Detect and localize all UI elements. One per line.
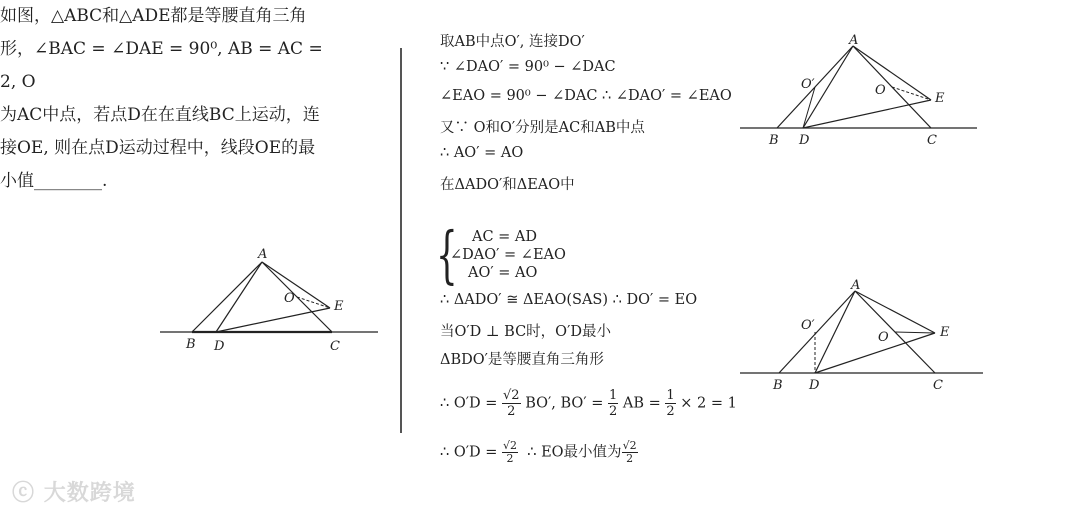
problem-figure [150, 240, 390, 360]
label-e: E [334, 299, 344, 314]
result-fraction: $\frac{√2}{2}$ [503, 439, 518, 465]
segment-oe [895, 332, 935, 333]
result-fraction-2: $\frac{√2}{2}$ [622, 439, 637, 465]
label-d: D [214, 339, 225, 354]
solution-line-2: ∵ ∠DAO′ = 90⁰ − ∠DAC [440, 59, 616, 75]
problem-line-1: 如图，△ABC和△ADE都是等腰直角三角 [0, 6, 307, 26]
segment-de [815, 333, 935, 373]
label-b: B [773, 378, 783, 393]
label-d: D [809, 378, 820, 393]
solution-line-1: 取AB中点O′, 连接DO′ [440, 34, 585, 50]
congruence-line: ∴ ΔADO′ ≅ ΔEAO(SAS) ∴ DO′ = EO [440, 292, 698, 308]
solution-line-5: ∴ AO′ = AO [440, 145, 524, 161]
segment-de [803, 100, 931, 128]
segment-ad [815, 291, 855, 373]
watermark-logo [12, 476, 136, 507]
system-line-1: AC = AD [472, 229, 538, 245]
label-d: D [799, 133, 810, 148]
calculation-line: ∴ O′D = $\frac{√2}{2}$ BO′, BO′ = $\frac{1}{2}$ AB = $\frac{1}{2}$ × 2 = 1 [440, 388, 737, 419]
label-e: E [940, 325, 950, 340]
segment-ad [216, 262, 262, 332]
label-o-prime: O′ [801, 77, 815, 92]
label-c: C [927, 133, 937, 148]
fraction-one-half: $\frac{1}{2}$ [608, 388, 618, 419]
watermark-icon: ⓒ [12, 481, 36, 506]
solution-line-4: 又∵ O和O′分别是AC和AB中点 [440, 120, 645, 136]
segment-ab [779, 291, 855, 373]
solution-line-3: ∠EAO = 90⁰ − ∠DAC ∴ ∠DAO′ = ∠EAO [440, 88, 732, 104]
label-b: B [186, 337, 196, 352]
system-brace: { [436, 218, 458, 291]
solution-figure-top [735, 30, 985, 155]
watermark-text: 大数跨境 [43, 481, 136, 506]
label-e: E [935, 91, 945, 106]
label-b: B [769, 133, 779, 148]
label-c: C [330, 339, 340, 354]
segment-de [216, 308, 330, 332]
label-a: A [849, 33, 859, 48]
solution-line-6: 在ΔADO′和ΔEAO中 [440, 177, 575, 193]
solution-figure-bottom [735, 275, 990, 400]
label-o: O [875, 83, 886, 98]
segment-ae [853, 46, 931, 100]
fraction-one-half-2: $\frac{1}{2}$ [666, 388, 675, 419]
problem-line-2: 形，∠BAC = ∠DAE = 90⁰, AB = AC = 2, O [0, 39, 323, 92]
system-line-2: ∠DAO′ = ∠EAO [450, 247, 566, 263]
problem-line-3: 为AC中点，若点D在在直线BC上运动，连 [0, 105, 320, 125]
column-divider [400, 48, 402, 433]
result-line: ∴ O′D = $\frac{√2}{2}$ ∴ EO最小值为 $\frac{√2}{2}$ [440, 439, 637, 465]
segment-ae [855, 291, 935, 333]
label-o-prime: O′ [801, 318, 815, 333]
isosceles-line: ΔBDO′是等腰直角三角形 [440, 352, 604, 368]
label-a: A [851, 278, 861, 293]
label-c: C [933, 378, 943, 393]
system-line-3: AO′ = AO [468, 265, 538, 281]
label-o: O [284, 291, 295, 306]
problem-line-5: 小值________. [0, 171, 108, 191]
perpendicular-line: 当O′D ⊥ BC时，O′D最小 [440, 324, 611, 340]
problem-line-4: 接OE, 则在点D运动过程中，线段OE的最 [0, 138, 316, 158]
fraction-sqrt2-over-2: $\frac{√2}{2}$ [503, 388, 520, 419]
label-a: A [258, 247, 268, 262]
segment-ae [262, 262, 330, 308]
segment-ab [192, 262, 262, 332]
problem-statement [0, 0, 340, 198]
label-o: O [878, 330, 889, 345]
